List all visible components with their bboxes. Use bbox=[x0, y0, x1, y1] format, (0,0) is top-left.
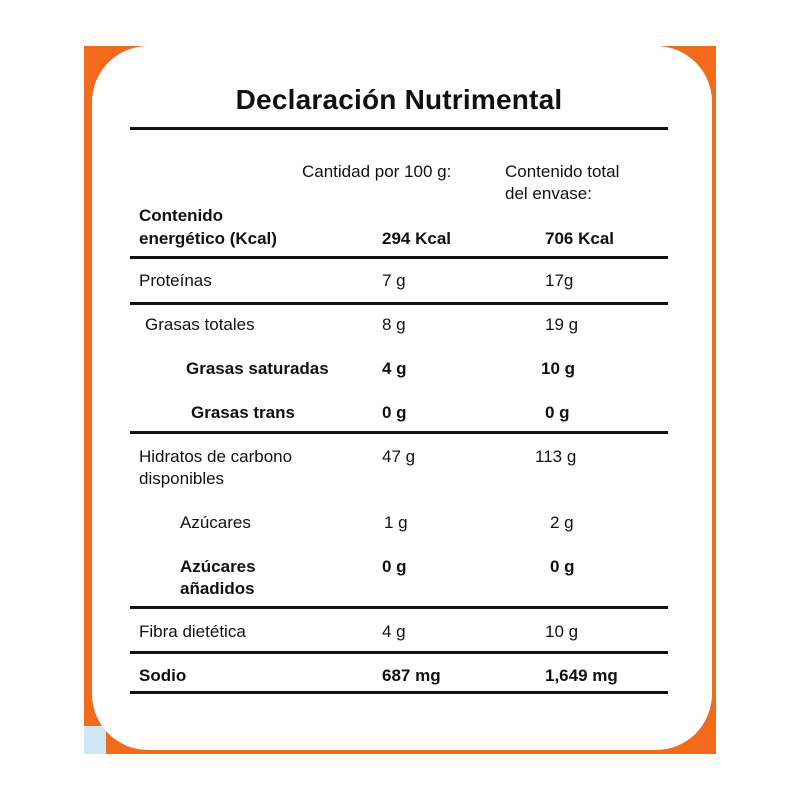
row-total: 10 g bbox=[541, 359, 576, 378]
row-per-100g: 4 g bbox=[382, 622, 406, 641]
row-label-line1: Hidratos de carbono bbox=[139, 447, 293, 466]
row-per-100g: 687 mg bbox=[382, 666, 441, 685]
energy-label-line2: energético (Kcal) bbox=[139, 229, 277, 248]
row-divider bbox=[130, 606, 668, 609]
table-bottom-rule bbox=[130, 691, 668, 694]
row-divider bbox=[130, 302, 668, 305]
row-label-line2: disponibles bbox=[139, 469, 225, 488]
row-label: Proteínas bbox=[139, 271, 212, 290]
row-label: Grasas totales bbox=[145, 315, 255, 334]
row-per-100g: 0 g bbox=[382, 557, 407, 576]
row-divider bbox=[130, 431, 668, 434]
row-total: 0 g bbox=[550, 557, 575, 576]
row-per-100g: 1 g bbox=[384, 513, 408, 532]
row-per-100g: 47 g bbox=[382, 447, 416, 466]
label-title: Declaración Nutrimental bbox=[235, 84, 563, 115]
header-total-line2: del envase: bbox=[505, 184, 592, 203]
energy-label-line1: Contenido bbox=[139, 206, 224, 225]
row-label-line2: añadidos bbox=[180, 579, 255, 598]
row-total: 19 g bbox=[545, 315, 579, 334]
corner-tint bbox=[84, 726, 106, 754]
row-label: Fibra dietética bbox=[139, 622, 246, 641]
row-total: 1,649 mg bbox=[545, 666, 618, 685]
row-per-100g: 8 g bbox=[382, 315, 406, 334]
row-total: 17g bbox=[545, 271, 574, 290]
row-label: Azúcares bbox=[180, 513, 251, 532]
row-per-100g: 0 g bbox=[382, 403, 407, 422]
row-label-line1: Azúcares bbox=[180, 557, 256, 576]
row-total: 10 g bbox=[545, 622, 579, 641]
row-total: 2 g bbox=[550, 513, 574, 532]
label-panel bbox=[92, 46, 712, 750]
title-divider bbox=[130, 127, 668, 130]
row-per-100g: 4 g bbox=[382, 359, 407, 378]
row-total: 0 g bbox=[545, 403, 570, 422]
energy-per-100g: 294 Kcal bbox=[382, 229, 451, 248]
row-label: Sodio bbox=[139, 666, 187, 685]
row-divider bbox=[130, 651, 668, 654]
header-per-100g: Cantidad por 100 g: bbox=[302, 162, 452, 181]
row-total: 113 g bbox=[535, 447, 577, 466]
row-label: Grasas trans bbox=[191, 403, 295, 422]
row-per-100g: 7 g bbox=[382, 271, 406, 290]
row-divider bbox=[130, 256, 668, 259]
row-label: Grasas saturadas bbox=[186, 359, 329, 378]
energy-total: 706 Kcal bbox=[545, 229, 614, 248]
header-total-line1: Contenido total bbox=[505, 162, 620, 181]
